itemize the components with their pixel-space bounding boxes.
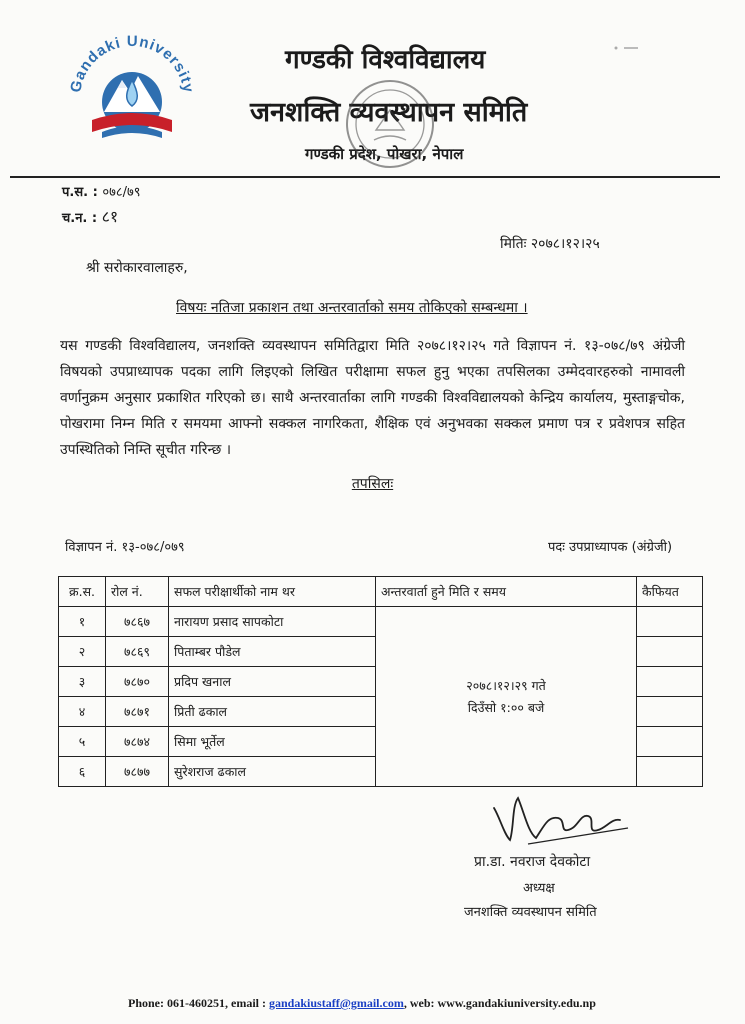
header-remarks: कैफियत	[637, 577, 703, 607]
interview-date: २०७८।१२।२९ गते	[466, 677, 546, 693]
footer-email-link[interactable]: gandakiustaff@gmail.com	[269, 996, 404, 1010]
row-sn: ४	[59, 697, 106, 727]
footer-web: , web: www.gandakiuniversity.edu.np	[403, 996, 596, 1010]
footer-phone: Phone: 061-460251,	[128, 996, 228, 1010]
row-remarks	[637, 697, 703, 727]
row-roll: ७८७४	[106, 727, 169, 757]
post-title: पदः उपप्राध्यापक (अंग्रेजी)	[548, 540, 673, 555]
signatory-name: प्रा.डा. नवराज देवकोटा	[474, 854, 591, 870]
row-name: सुरेशराज ढकाल	[169, 757, 376, 787]
row-name: नारायण प्रसाद सापकोटा	[169, 607, 376, 637]
letter-date: मितिः २०७८।१२।२५	[500, 236, 600, 252]
signatory-role: अध्यक्ष	[523, 881, 555, 896]
body-paragraph: यस गण्डकी विश्वविद्यालय, जनशक्ति व्यवस्थापन समितिद्वारा मिति २०७८।१२।२५ गते विज्ञापन नं. १३-०७८/७९ अंग्रेजी विषयको उपप्राध्यापक पदका लागि लिइएको लिखित परीक्षामा सफल हुनु भएका तपसिलका उम्मेदवारहरुको नामावली वर्णानुक्रम अनुसार प्रकाशित गरिएको छ। साथै अन्तरवार्ताका लागि गण्डकी विश्वविद्यालयको केन्द्रिय कार्यालय, मुस्ताङ्गचोक, पोखरामा निम्न मिति र समयमा आफ्नो सक्कल नागरिकता, शैक्षिक एवं अनुभवका सक्कल प्रमाण पत्र र प्रवेशपत्र सहित उपस्थितिको निम्ति सूचीत गरिन्छ ।	[60, 338, 685, 458]
row-roll: ७८७७	[106, 757, 169, 787]
row-name: प्रिती ढकाल	[169, 697, 376, 727]
salutation: श्री सरोकारवालाहरु,	[86, 260, 188, 276]
row-sn: ६	[59, 757, 106, 787]
letterhead-divider	[10, 176, 720, 178]
address: गण्डकी प्रदेश, पोखरा, नेपाल	[305, 145, 464, 163]
ref-ps-label: प.स. :	[62, 185, 98, 200]
table-header-row	[59, 577, 703, 607]
footer-contact	[128, 996, 596, 1011]
signatory-organization: जनशक्ति व्यवस्थापन समिति	[464, 905, 597, 920]
header-roll: रोल नं.	[106, 577, 169, 607]
university-name: गण्डकी विश्वविद्यालय	[285, 45, 486, 75]
ref-cn-value: ८१	[101, 207, 119, 226]
header-interview: अन्तरवार्ता हुने मिति र समय	[376, 577, 637, 607]
row-roll: ७८७१	[106, 697, 169, 727]
footer-email-label: email :	[231, 996, 266, 1010]
row-remarks	[637, 757, 703, 787]
row-sn: १	[59, 607, 106, 637]
official-seal-stamp	[344, 78, 436, 170]
row-remarks	[637, 637, 703, 667]
row-sn: २	[59, 637, 106, 667]
ref-cn-label: च.न. :	[62, 211, 98, 226]
svg-text:Gandaki University: Gandaki University	[67, 32, 197, 95]
interview-schedule	[376, 607, 637, 787]
row-name: प्रदिप खनाल	[169, 667, 376, 697]
row-name: सिमा भूर्तेल	[169, 727, 376, 757]
header-sn: क्र.स.	[59, 577, 106, 607]
row-remarks	[637, 667, 703, 697]
details-heading: तपसिलः	[351, 476, 394, 492]
row-roll: ७८६७	[106, 607, 169, 637]
interview-time: दिउँसो १:०० बजे	[467, 699, 545, 715]
row-remarks	[637, 727, 703, 757]
ref-ps	[62, 182, 141, 200]
subject-line: विषयः नतिजा प्रकाशन तथा अन्तरवार्ताको समय तोकिएको सम्बन्धमा ।	[176, 300, 528, 316]
row-sn: ५	[59, 727, 106, 757]
university-logo	[62, 20, 202, 150]
ref-cn	[62, 205, 118, 227]
table-row	[59, 607, 703, 637]
header-name: सफल परीक्षार्थीको नाम थर	[169, 577, 376, 607]
results-table	[58, 576, 703, 787]
ref-ps-value: ०७८/७९	[102, 185, 141, 200]
handwritten-signature	[488, 788, 638, 848]
row-name: पिताम्बर पौडेल	[169, 637, 376, 667]
row-sn: ३	[59, 667, 106, 697]
row-remarks	[637, 607, 703, 637]
row-roll: ७८७०	[106, 667, 169, 697]
committee-name: जनशक्ति व्यवस्थापन समिति	[250, 97, 528, 128]
advert-number: विज्ञापन नं. १३-०७८/०७९	[65, 540, 185, 555]
scan-speck-mark	[612, 45, 642, 51]
row-roll: ७८६९	[106, 637, 169, 667]
